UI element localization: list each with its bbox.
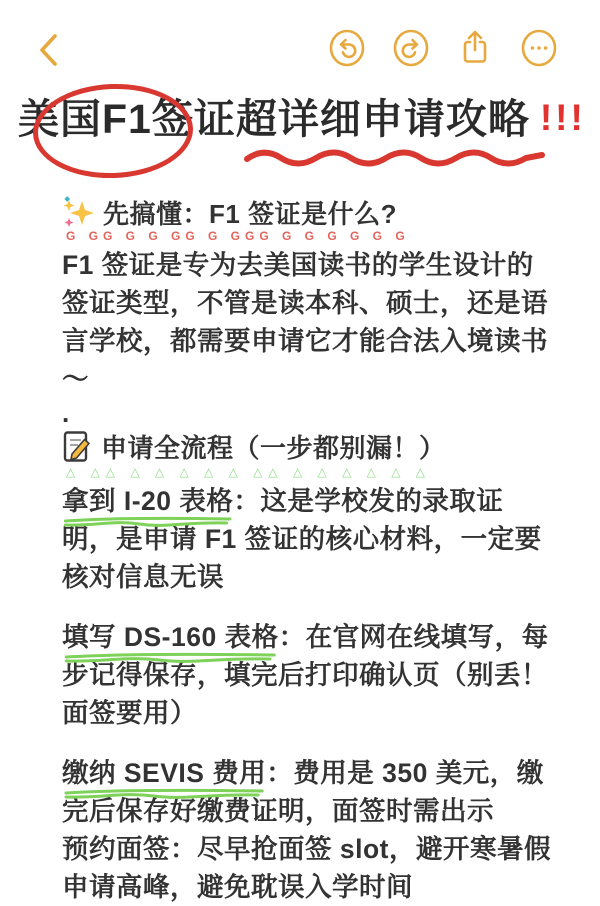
redo-button[interactable]: [392, 28, 430, 68]
more-button[interactable]: [520, 28, 558, 68]
step-ds160: [62, 618, 554, 732]
green-underlined-phrase: [62, 482, 233, 520]
step-interview-lead: 预约面签: [62, 834, 170, 864]
page-title: [18, 96, 593, 143]
green-underline-icon: [62, 651, 279, 664]
section-process-heading: 申请全流程（一步都别漏！）: [101, 433, 446, 463]
share-button[interactable]: [456, 28, 494, 68]
toolbar: [0, 28, 600, 74]
undo-button[interactable]: [328, 28, 366, 68]
step-i20-text: ：这是学校发的录取证明，是申请 F1 签证的核心材料，一定要核对信息无误: [62, 486, 542, 592]
step-interview: [62, 830, 554, 906]
chevron-back-icon: [36, 32, 60, 68]
red-wavy-underline: [243, 144, 547, 168]
step-ds160-text: ：在官网在线填写，每步记得保存，填完后打印确认页（别丢！面签要用）: [62, 622, 549, 728]
step-i20-lead: 拿到 I-20 表格: [62, 486, 234, 516]
green-underlined-phrase: [62, 754, 266, 792]
toolbar-actions: [328, 28, 558, 68]
step-interview-text: ：尽早抢面签 slot，避开寒暑假申请高峰，避免耽误入学时间: [62, 834, 551, 902]
red-squiggle-marks: G GG G G GG G GGG G G G G G G: [66, 230, 410, 242]
step-sevis-text: ：费用是 350 美元，缴完后保存好缴费证明，面签时需出示: [62, 758, 544, 826]
share-icon: [456, 28, 494, 68]
step-ds160-lead: 填写 DS-160 表格: [62, 622, 279, 652]
stray-dot: .: [62, 398, 70, 428]
more-icon: [520, 28, 558, 68]
green-underline-icon: [62, 787, 266, 800]
step-sevis: [62, 754, 554, 830]
section-what-is-header: [62, 194, 554, 231]
step-sevis-lead: 缴纳 SEVIS 费用: [62, 758, 267, 788]
section-what-is-heading: 先搞懂：F1 签证是什么?: [103, 199, 397, 229]
title-text: 美国F1签证超详细申请攻略: [18, 96, 530, 142]
green-underline-icon: [62, 515, 233, 528]
step-i20: [62, 482, 554, 596]
section-process-header: [62, 428, 554, 465]
memo-icon: [62, 430, 92, 464]
note-title-block: [18, 96, 593, 143]
green-underlined-phrase: [62, 618, 279, 656]
green-triangle-marks: △ △△ △ △ △ △ △ △△ △ △ △ △ △ △: [66, 466, 431, 478]
title-exclamation: !!!: [539, 97, 586, 138]
redo-icon: [392, 28, 430, 68]
sparkles-icon: [62, 196, 94, 230]
note-body: [62, 194, 554, 906]
undo-icon: [328, 28, 366, 68]
back-button[interactable]: [36, 32, 60, 68]
intro-paragraph: F1 签证是专为去美国读书的学生设计的签证类型，不管是读本科、硕士，还是语言学校，都需要申请它才能合法入境读书～: [62, 250, 548, 394]
